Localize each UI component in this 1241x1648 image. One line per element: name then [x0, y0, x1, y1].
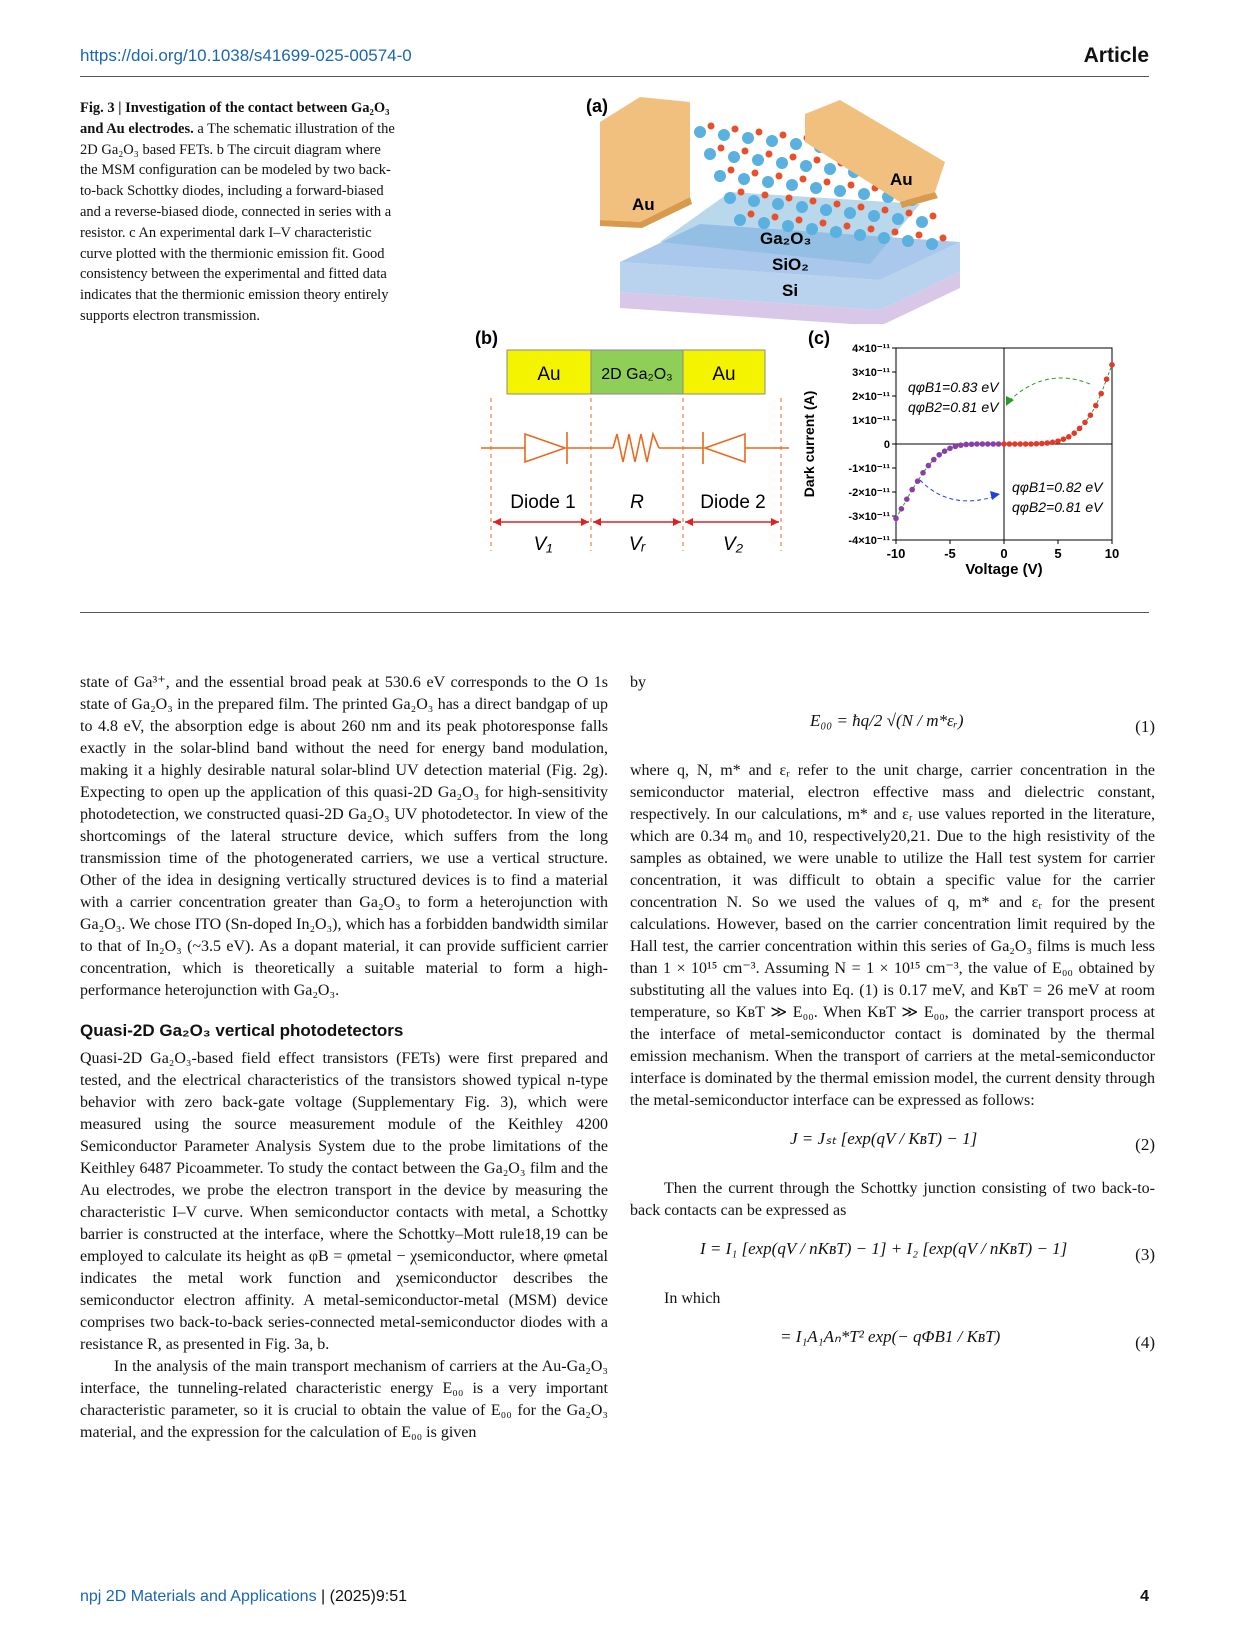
- right-column: [630, 672, 1155, 1376]
- x-tick-label: -10: [886, 546, 906, 561]
- ga-atom: [868, 210, 880, 222]
- v1-label: V₁: [533, 534, 553, 555]
- au-left-label: Au: [632, 195, 655, 214]
- circuit-wires: [481, 432, 789, 464]
- o-atom: [766, 151, 773, 158]
- ga-atom: [748, 195, 760, 207]
- ga-atom: [854, 229, 866, 241]
- data-point: [1028, 441, 1034, 447]
- data-point: [904, 496, 910, 502]
- data-point: [1034, 441, 1040, 447]
- arrow-top: [1008, 378, 1090, 402]
- ga2o3-block-label: 2D Ga₂O₃: [601, 366, 673, 383]
- o-atom: [824, 179, 831, 186]
- equation-2-number: (2): [1135, 1135, 1155, 1154]
- ga-atom: [752, 154, 764, 166]
- o-atom: [916, 232, 923, 239]
- diode2-label: Diode 2: [700, 492, 766, 513]
- data-point: [1098, 391, 1104, 397]
- ga-atom: [776, 157, 788, 169]
- doi-link[interactable]: https://doi.org/10.1038/s41699-025-00574-0: [80, 46, 412, 65]
- data-point: [1039, 441, 1045, 447]
- right-paragraph-2: Then the current through the Schottky junction consisting of two back-to-back contacts can be expressed as: [630, 1180, 1155, 1219]
- y-tick-label: -4×10⁻¹¹: [848, 535, 890, 547]
- annotation-top-phi1: qφB1=0.83 eV: [908, 379, 999, 395]
- ga-atom: [834, 185, 846, 197]
- vr-label: Vᵣ: [628, 534, 646, 555]
- panel-a-label: (a): [586, 96, 608, 116]
- ga-atom: [796, 201, 808, 213]
- ga-atom: [878, 232, 890, 244]
- ga-atom: [718, 129, 730, 141]
- ga-atom: [916, 216, 928, 228]
- footer-volume: | (2025)9:51: [316, 1588, 408, 1605]
- o-atom: [708, 123, 715, 130]
- right-paragraph-1: where q, N, m* and εᵣ refer to the unit charge, carrier concentration in the semiconductor material, electron effective mass and dielectric constant, respectively. In our calculations, m* and εᵣ use values reported in the literature, which are 0.34 m₀ and 10, respectively20,21. Due to the high resistivity of the samples as obtained, we were unable to utilize the Hall test system for carrier concentration, it was difficult to obtain a specific value for the carrier concentration N. So we used the values of q, m* and εᵣ for the present calculations. However, based on the carrier concentration limit required by the Hall test, the carrier concentration within this series of Ga₂O₃ films is much less than 1 × 10¹⁵ cm⁻³. Assuming N = 1 × 10¹⁵ cm⁻³, the value of E₀₀ obtained by substituting all the values into Eq. (1) is 0.17 meV, and KʙT = 26 meV at room temperature, so KʙT ≫ E₀₀. When KʙT ≫ E₀₀, the carrier transport process at the interface of metal-semiconductor contact is dominated by the thermal emission mechanism. When the transport of carriers at the metal-semiconductor interface is dominated by the thermal emission model, the current density through the metal-semiconductor interface can be expressed as follows:: [630, 762, 1155, 1109]
- data-point: [1001, 441, 1007, 447]
- section-label: Article: [1083, 44, 1149, 67]
- equation-4: [630, 1318, 1155, 1368]
- data-point: [915, 478, 921, 484]
- ga-atom: [820, 204, 832, 216]
- data-point: [920, 470, 926, 476]
- data-point: [1066, 434, 1072, 440]
- y-axis-label: Dark current (A): [801, 390, 817, 498]
- right-by: by: [630, 674, 646, 691]
- o-atom: [732, 126, 739, 133]
- o-atom: [906, 210, 913, 217]
- si-label: Si: [782, 281, 799, 300]
- data-point: [899, 506, 905, 512]
- equation-3-number: (3): [1135, 1245, 1155, 1264]
- o-atom: [762, 192, 769, 199]
- equation-3-body: I = I₁ [exp(qV / nKʙT) − 1] + I₂ [exp(qV / nKʙT) − 1]: [700, 1239, 1068, 1258]
- data-point: [893, 516, 899, 522]
- au-block-right-label: Au: [712, 364, 736, 385]
- ga-atom: [772, 198, 784, 210]
- ga-atom: [800, 160, 812, 172]
- y-tick-label: -2×10⁻¹¹: [848, 487, 890, 499]
- data-point: [1050, 440, 1056, 446]
- ga-atom: [714, 170, 726, 182]
- o-atom: [738, 189, 745, 196]
- data-point: [1071, 430, 1077, 436]
- data-point: [963, 442, 969, 448]
- equation-3: [630, 1230, 1155, 1280]
- x-tick-label: 5: [1054, 546, 1062, 561]
- ga-atom: [762, 176, 774, 188]
- ga-atom: [844, 207, 856, 219]
- data-point: [953, 444, 959, 450]
- y-tick-label: 3×10⁻¹¹: [852, 367, 890, 379]
- ga-atom: [892, 213, 904, 225]
- x-tick-label: 0: [1000, 546, 1008, 561]
- data-point: [990, 441, 996, 447]
- footer-journal-name[interactable]: npj 2D Materials and Applications: [80, 1588, 317, 1605]
- o-atom: [790, 154, 797, 161]
- data-point: [931, 457, 937, 463]
- figure-rule: [80, 612, 1149, 613]
- ga-atom: [738, 173, 750, 185]
- ga-atom: [766, 135, 778, 147]
- o-atom: [882, 207, 889, 214]
- equation-1-body: E₀₀ = ħq/2 √(N / m*εᵣ): [810, 711, 964, 730]
- o-atom: [940, 235, 947, 242]
- data-point: [1055, 438, 1061, 444]
- o-atom: [728, 167, 735, 174]
- ga-atom: [694, 126, 706, 138]
- x-axis-label: Voltage (V): [965, 561, 1043, 578]
- o-atom: [810, 198, 817, 205]
- y-tick-label: 4×10⁻¹¹: [852, 343, 890, 355]
- data-point: [1077, 426, 1083, 432]
- data-point: [926, 463, 932, 469]
- diode1-label: Diode 1: [510, 492, 576, 513]
- equation-2: [630, 1120, 1155, 1170]
- footer-journal: [80, 1588, 407, 1606]
- data-point: [1082, 420, 1088, 426]
- ga-atom: [858, 188, 870, 200]
- data-point: [909, 487, 915, 493]
- o-atom: [848, 182, 855, 189]
- o-atom: [718, 145, 725, 152]
- data-point: [1088, 412, 1094, 418]
- equation-4-body: = I₁A₁Aₙ*T² exp(− qΦB1 / KʙT): [780, 1327, 1001, 1346]
- x-tick-label: -5: [944, 546, 956, 561]
- o-atom: [930, 213, 937, 220]
- left-paragraph-2: Quasi-2D Ga₂O₃-based field effect transistors (FETs) were first prepared and tested, and the electrical characteristics of the transistors showed typical n-type behavior with zero back-gate voltage (Supplementary Fig. 3), which were measured using the source measurement module of the Keithley 4200 Semiconductor Parameter Analysis System due to the probe limitations of the Keithley 6487 Picoammeter. To study the contact between the Ga₂O₃ film and the Au electrodes, we probe the electron transport in the device by measuring the characteristic I–V curve. When semiconductor contacts with metal, a Schottky barrier is constructed at the interface, where the Schottky–Mott rule18,19 can be employed to calculate its height as φB = φmetal − χsemiconductor, where φmetal indicates the metal work function and χsemiconductor describes the semiconductor electron affinity. A metal-semiconductor-metal (MSM) device comprises two back-to-back series-connected metal-semiconductor diodes with a resistance R, as presented in Fig. 3a, b.: [80, 1050, 608, 1353]
- panel-b-label: (b): [475, 328, 498, 348]
- data-point: [1093, 403, 1099, 409]
- sio2-label: SiO₂: [772, 255, 809, 274]
- data-point: [1109, 362, 1115, 368]
- data-point: [1023, 441, 1029, 447]
- o-atom: [752, 170, 759, 177]
- figure-caption: [80, 98, 400, 327]
- page-number: 4: [1140, 1588, 1149, 1605]
- data-point: [985, 441, 991, 447]
- o-atom: [780, 132, 787, 139]
- panel-b-circuit: [475, 326, 800, 566]
- ga2o3-label: Ga₂O₃: [760, 229, 812, 248]
- data-point: [958, 442, 964, 448]
- ga-atom: [786, 179, 798, 191]
- o-atom: [820, 220, 827, 227]
- o-atom: [786, 195, 793, 202]
- left-column: [80, 672, 608, 1444]
- data-point: [1104, 376, 1110, 382]
- v2-label: V₂: [723, 534, 743, 555]
- o-atom: [814, 157, 821, 164]
- o-atom: [858, 204, 865, 211]
- o-atom: [868, 226, 875, 233]
- y-tick-label: 0: [883, 439, 890, 451]
- right-in-which: In which: [664, 1290, 721, 1307]
- section-heading: Quasi-2D Ga₂O₃ vertical photodetectors: [80, 1021, 404, 1040]
- data-point: [947, 446, 953, 452]
- data-point: [996, 441, 1002, 447]
- data-point: [974, 441, 980, 447]
- annotation-bot-phi2: qφB2=0.81 eV: [1012, 499, 1103, 515]
- data-point: [1007, 441, 1013, 447]
- left-paragraph-1: state of Ga³⁺, and the essential broad peak at 530.6 eV corresponds to the O 1s state of Ga₂O₃ in the prepared film. The printed Ga₂O₃ has a direct bandgap of up to 4.8 eV, the absorption edge is about 260 nm and its peak photoresponse falls exactly in the solar-blind band without the need for energy band modulation, making it a highly desirable natural solar-blind UV detection material (Fig. 2g). Expecting to open up the application of this quasi-2D Ga₂O₃ for high-sensitivity photodetection, we constructed quasi-2D Ga₂O₃ UV photodetector. In view of the shortcomings of the lateral structure device, which suffers from the long transmission time of the photogenerated carriers, we use a vertical structure. Other of the idea in designing vertically structured devices is to find a material with a carrier concentration greater than Ga₂O₃ to form a heterojunction with Ga₂O₃. We chose ITO (Sn-doped In₂O₃), which has a forbidden bandwidth similar to that of In₂O₃ (~3.5 eV). As a dopant material, it can provide sufficient carrier concentration, which is theoretically a suitable material to form a high-performance heterojunction with Ga₂O₃.: [80, 674, 608, 999]
- ga-atom: [728, 151, 740, 163]
- ga-atom: [758, 217, 770, 229]
- resistor-label: R: [630, 492, 644, 513]
- o-atom: [756, 129, 763, 136]
- data-point: [969, 441, 975, 447]
- ga-atom: [704, 148, 716, 160]
- x-tick-label: 10: [1104, 546, 1120, 561]
- equation-1: [630, 702, 1155, 752]
- ga-atom: [724, 192, 736, 204]
- panel-c-chart: [800, 326, 1160, 596]
- data-point: [1017, 441, 1023, 447]
- y-tick-label: 1×10⁻¹¹: [852, 415, 890, 427]
- left-paragraph-3: In the analysis of the main transport mechanism of carriers at the Au-Ga₂O₃ interface, the tunneling-related characteristic energy E₀₀ is a very important characteristic parameter, so it is crucial to obtain the value of E₀₀ for the Ga₂O₃ material, and the expression for the calculation of E₀₀ is given: [80, 1358, 608, 1441]
- equation-1-number: (1): [1135, 717, 1155, 736]
- equation-4-number: (4): [1135, 1333, 1155, 1352]
- o-atom: [772, 214, 779, 221]
- ga-atom: [742, 132, 754, 144]
- ga-atom: [790, 138, 802, 150]
- arrow-bottom: [920, 480, 996, 501]
- data-point: [980, 441, 986, 447]
- o-atom: [748, 211, 755, 218]
- panel-c-label: (c): [808, 328, 830, 348]
- annotation-top-phi2: qφB2=0.81 eV: [908, 399, 999, 415]
- ga-atom: [824, 163, 836, 175]
- data-point: [1061, 436, 1067, 442]
- data-point: [1012, 441, 1018, 447]
- data-point: [942, 448, 948, 454]
- o-atom: [776, 173, 783, 180]
- y-tick-label: -1×10⁻¹¹: [848, 463, 890, 475]
- o-atom: [800, 176, 807, 183]
- ga-atom: [734, 214, 746, 226]
- data-point: [936, 452, 942, 458]
- caption-label: Fig. 3 | Investigation of the contact between Ga₂O₃ and Au electrodes.: [80, 100, 390, 137]
- ga-atom: [810, 182, 822, 194]
- dashed-dividers: [491, 398, 781, 551]
- caption-text: a The schematic illustration of the 2D Ga₂O₃ based FETs. b The circuit diagram where the MSM configuration can be modeled by two back-to-back Schottky diodes, including a forward-biased and a reverse-biased diode, connected in series with a resistor. c An experimental dark I–V characteristic curve plotted with the thermionic emission fit. Good consistency between the experimental and fitted data indicates that the thermionic emission theory entirely supports electron transmission.: [80, 120, 395, 324]
- ga-atom: [830, 226, 842, 238]
- annotation-bot-phi1: qφB1=0.82 eV: [1012, 479, 1103, 495]
- ga-atom: [926, 238, 938, 250]
- header-rule: [80, 76, 1149, 77]
- o-atom: [844, 223, 851, 230]
- ga-atom: [902, 235, 914, 247]
- y-tick-label: 2×10⁻¹¹: [852, 391, 890, 403]
- au-right-label: Au: [890, 170, 913, 189]
- o-atom: [796, 217, 803, 224]
- y-tick-label: -3×10⁻¹¹: [848, 511, 890, 523]
- equation-2-body: J = Jₛₜ [exp(qV / KʙT) − 1]: [790, 1129, 978, 1148]
- o-atom: [834, 201, 841, 208]
- panel-a-schematic: [580, 92, 980, 324]
- o-atom: [892, 229, 899, 236]
- data-point: [1044, 440, 1050, 446]
- au-block-left-label: Au: [537, 364, 561, 385]
- o-atom: [742, 148, 749, 155]
